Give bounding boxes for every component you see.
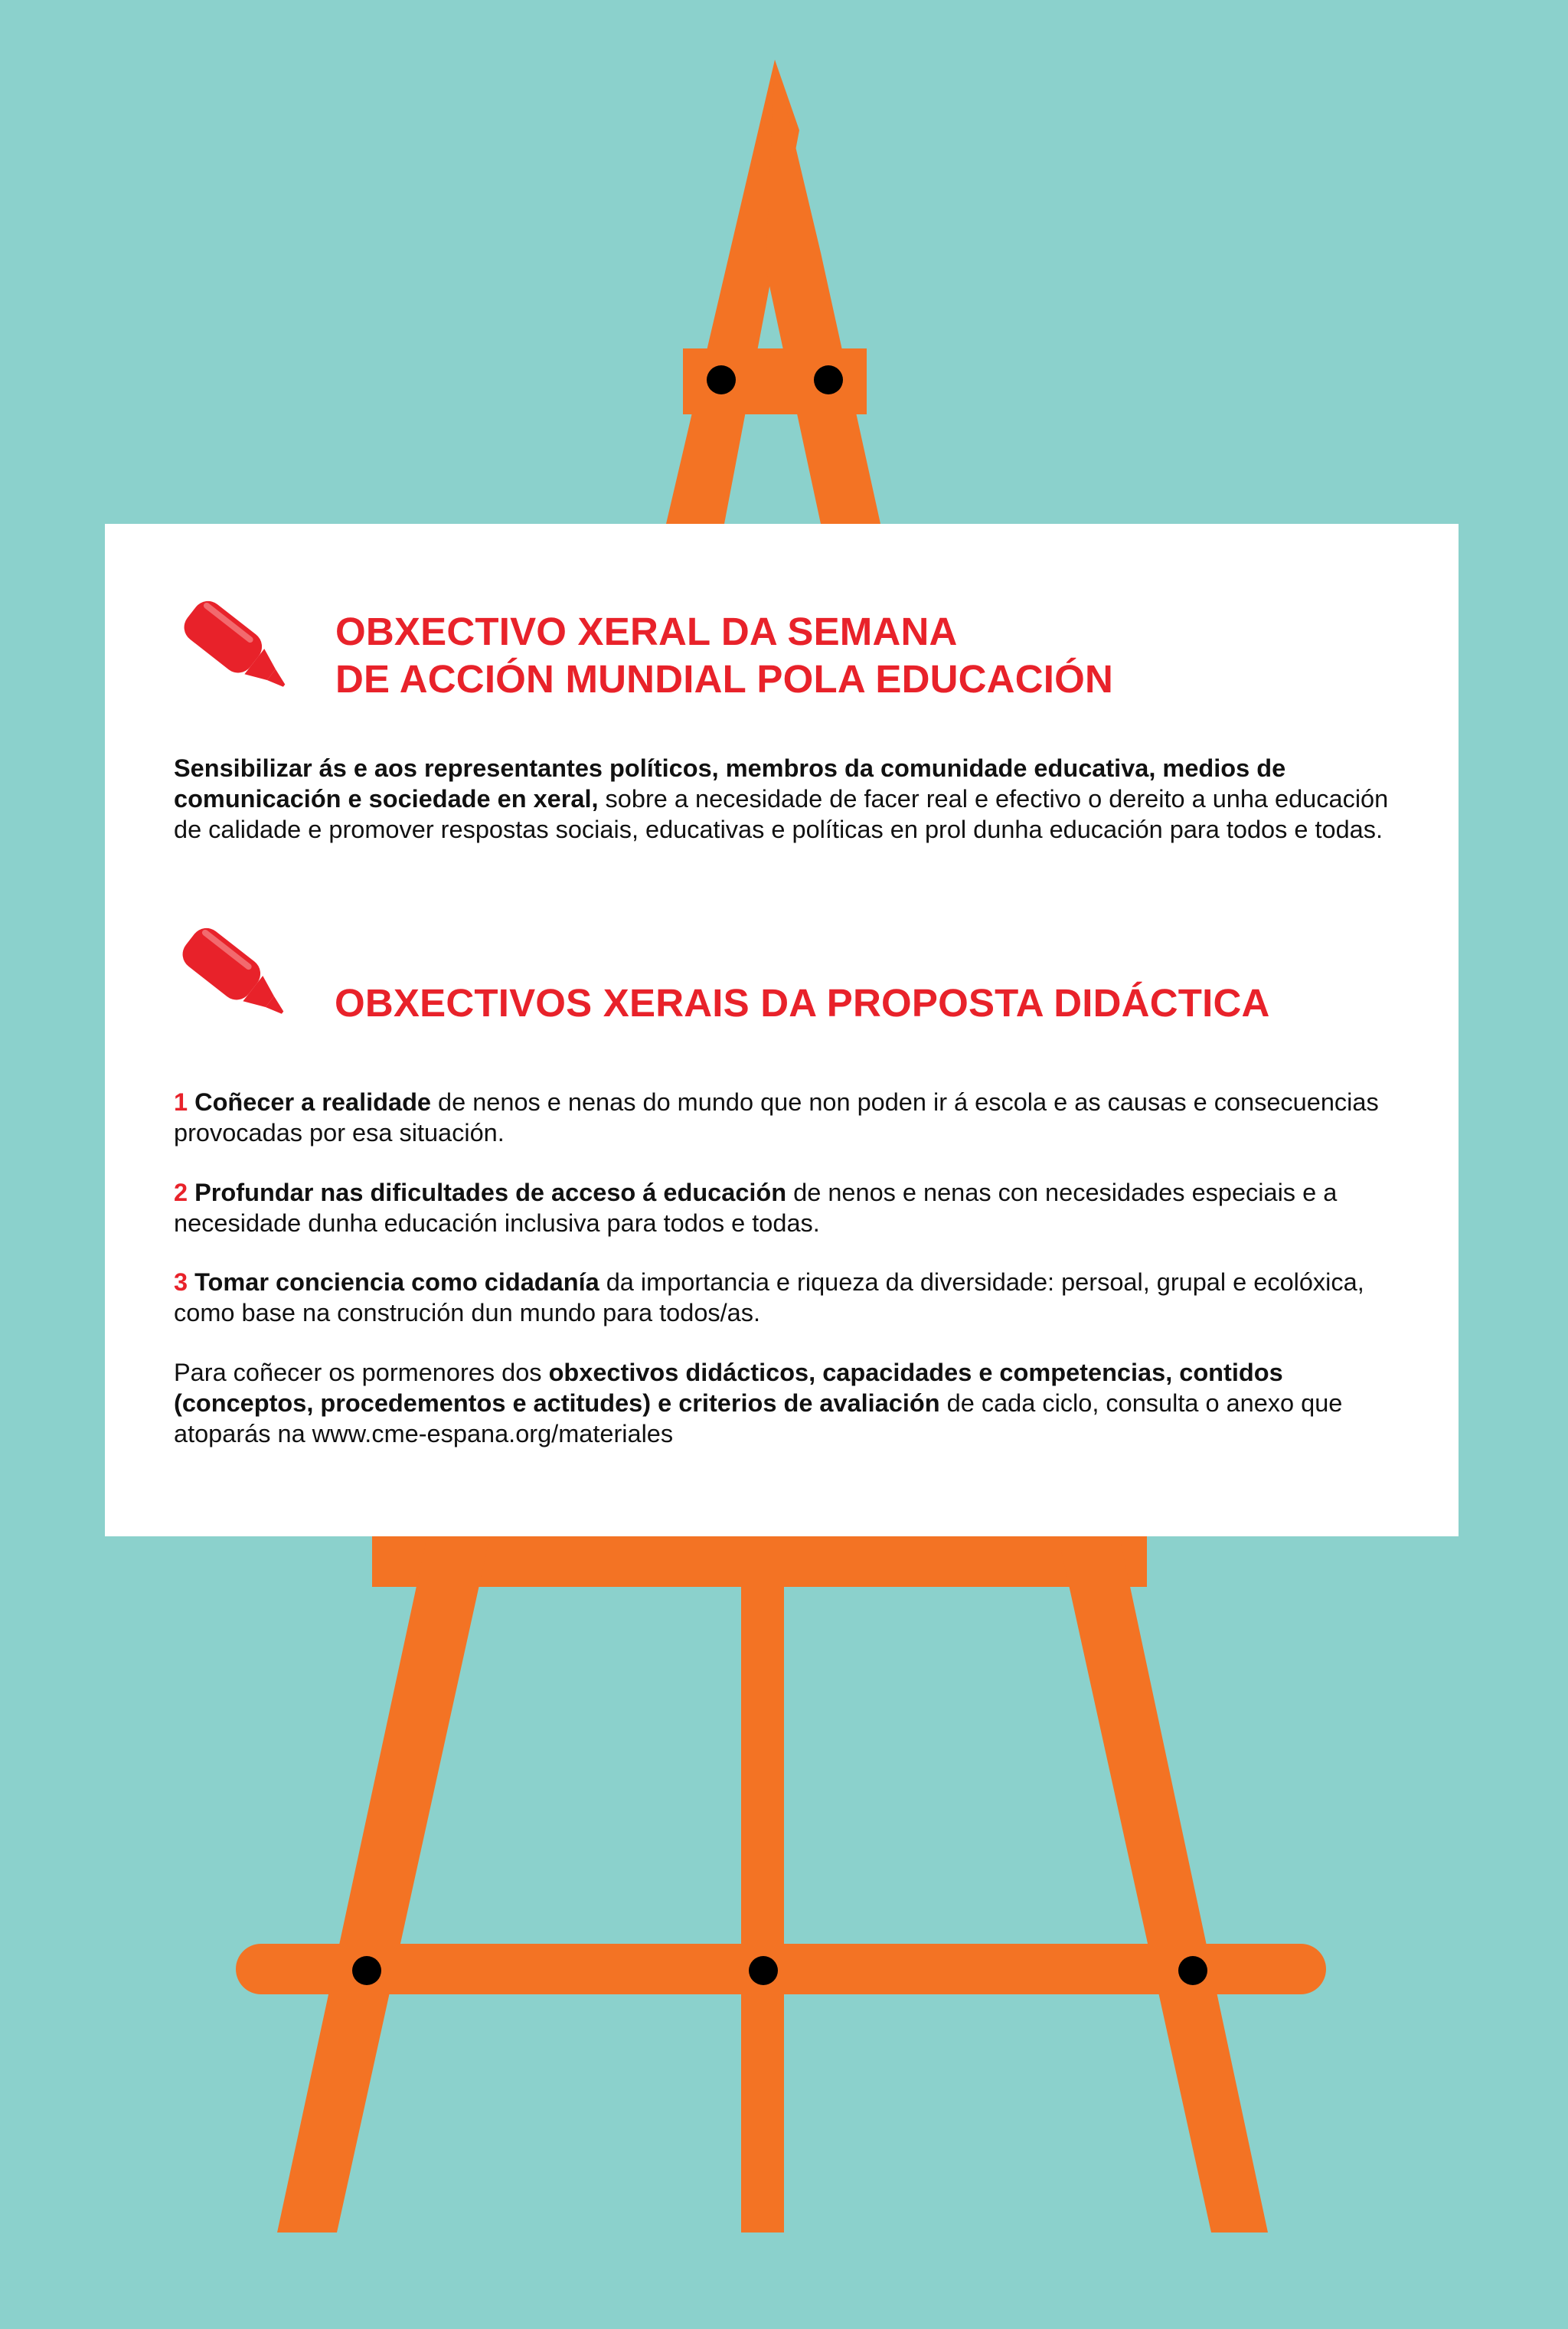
objective-number: 3 [174,1268,188,1296]
easel-leg-left [277,1536,490,2233]
easel-top-leg-right [766,60,880,524]
objective-text: de nenos e nenas do mundo que non poden ir á escola e as causas e consecuencias provocadas por esa situación. [174,1088,1379,1147]
objective-text: da importancia e riqueza da diversidade: persoal, grupal e ecolóxica, como base na construción dun mundo para todos/as. [174,1268,1364,1326]
objective-number: 2 [174,1179,188,1206]
objective-text: de nenos e nenas con necesidades especiais e a necesidade dunha educación inclusiva para todos e todas. [174,1179,1338,1237]
section1-paragraph-bold: Sensibilizar ás e aos representantes políticos, membros da comunidade educativa, medios de comunicación e sociedade en xeral, [174,754,1286,813]
closing-text-start: Para coñecer os pormenores dos [174,1359,549,1386]
red-marker-icon [171,919,299,1034]
easel-leg-center [741,1536,784,2233]
objective-number: 1 [174,1088,188,1116]
section1-heading-line1: OBXECTIVO XERAL DA SEMANA [335,610,958,653]
easel-bolt [814,365,843,394]
easel-bolt [749,1956,778,1985]
objective-bold: Tomar conciencia como cidadanía [188,1268,599,1296]
easel-bolt [1178,1956,1207,1985]
easel-bolt [707,365,736,394]
easel-bolt [352,1956,381,1985]
objective-item-1 [174,1087,1406,1148]
easel-board [105,524,1459,1536]
easel-leg-right [1058,1536,1268,2233]
section1-paragraph [174,753,1406,845]
section1-heading [335,608,1113,703]
closing-paragraph [174,1357,1406,1449]
section1-paragraph-text: sobre a necesidade de facer real e efectivo o dereito a unha educación de calidade e promover respostas sociais, educativas e políticas en prol dunha educación para todos e todas. [174,785,1389,843]
objective-bold: Profundar nas dificultades de acceso á educación [188,1179,787,1206]
objective-item-3 [174,1267,1406,1328]
easel-crossbar [236,1944,1326,1994]
closing-text-end: de cada ciclo, consulta o anexo que atoparás na www.cme-espana.org/materiales [174,1389,1343,1447]
objective-bold: Coñecer a realidade [188,1088,432,1116]
red-marker-icon [172,592,301,707]
closing-text-bold: obxectivos didácticos, capacidades e competencias, contidos (conceptos, procedementos e actitudes) e criterios de avaliación [174,1359,1283,1417]
section1-heading-line2: DE ACCIÓN MUNDIAL POLA EDUCACIÓN [335,657,1114,701]
section2-heading: OBXECTIVOS XERAIS DA PROPOSTA DIDÁCTICA [335,981,1270,1025]
objective-item-2 [174,1177,1406,1238]
